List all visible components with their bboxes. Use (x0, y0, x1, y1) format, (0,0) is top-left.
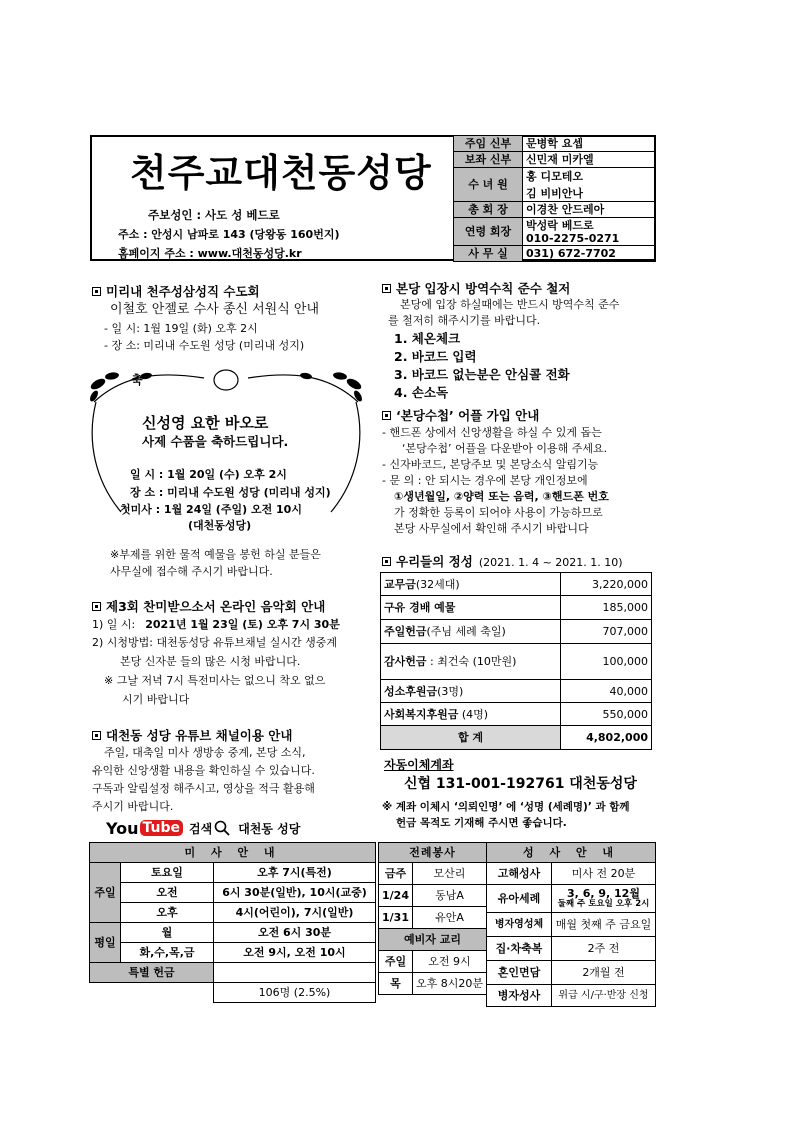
sacrament-label: 집·차축복 (487, 937, 552, 961)
offering-row: 사회복지후원금 (4명) (381, 703, 561, 726)
mass-day: 화,수,목,금 (121, 943, 214, 963)
congrats-badge: 축 (131, 373, 143, 387)
search-icon (214, 820, 230, 836)
ordinand-name: 신성영 요한 바오로 (142, 414, 269, 432)
offering-amount: 100,000 (561, 644, 652, 680)
vows-subtitle: 이철호 안젤로 수사 종신 서원식 안내 (110, 302, 320, 317)
clergy-label: 주임 신부 (454, 136, 523, 152)
offering-amount: 550,000 (561, 703, 652, 726)
offering-amount: 40,000 (561, 680, 652, 703)
youtube-search[interactable] (106, 818, 300, 838)
offering-row: 주일헌금(주님 세례 축일) (381, 620, 561, 644)
sacrament-value: 3, 6, 9, 12월 (567, 886, 640, 900)
search-label: 검색 (189, 821, 213, 836)
youtube-line: 유익한 신앙생활 내용을 확인하실 수 있습니다. (92, 764, 315, 777)
sacrament-label: 병자영성체 (487, 913, 552, 937)
parish-title: 천주교대천동성당 (130, 150, 432, 195)
mass-schedule-table (89, 842, 376, 1003)
app-line: - 문 의 : 안 되시는 경우에 본당 개인정보에 (382, 474, 588, 487)
transfer-label: 자동이체계좌 (384, 758, 454, 772)
catechumen-time: 오후 8시20분 (412, 973, 486, 995)
youtube-line: 주시기 바랍니다. (92, 800, 174, 813)
youtube-logo-tube: Tube (140, 820, 184, 836)
quarantine-intro: 를 철저히 해주시기를 바랍니다. (388, 314, 541, 327)
sacrament-value: 2주 전 (552, 937, 656, 961)
offering-amount: 3,220,000 (561, 573, 652, 596)
clergy-label: 연령 회장 (454, 218, 523, 246)
liturgy-servers-table (378, 842, 487, 995)
offering-amount: 707,000 (561, 620, 652, 644)
square-bullet-icon (92, 731, 101, 740)
clergy-value: 박성락 베드로 (526, 218, 594, 232)
clergy-value: 031) 672-7702 (523, 246, 656, 262)
servers-header: 전례봉사 (379, 843, 487, 863)
clergy-table (453, 135, 656, 262)
clergy-label: 보좌 신부 (454, 152, 523, 168)
mass-time: 오전 9시, 오전 10시 (214, 943, 376, 963)
mass-day: 토요일 (121, 863, 214, 883)
offering-table (380, 572, 652, 750)
homepage[interactable]: 홈페이지 주소 : www.대천동성당.kr (118, 247, 302, 260)
clergy-label: 총 회 장 (454, 202, 523, 218)
clergy-value: 이경찬 안드레아 (523, 202, 656, 218)
vows-place: - 장 소: 미리내 수도원 성당 (미리내 성지) (104, 339, 305, 352)
square-bullet-icon (92, 602, 101, 611)
ordination-note: ※부제를 위한 물적 예물을 봉헌 하실 분들은 (110, 548, 321, 561)
quarantine-item: 3. 바코드 없는분은 안심콜 전화 (394, 367, 570, 382)
app-section-title: ‘본당수첩’ 어플 가입 안내 (382, 408, 539, 424)
catechumen-day: 목 (379, 973, 413, 995)
server-date: 금주 (379, 863, 413, 885)
offering-total-label: 합 계 (381, 726, 561, 750)
ordination-note: 사무실에 접수해 주시기 바랍니다. (110, 565, 273, 578)
offering-amount: 185,000 (561, 596, 652, 620)
patron-saint: 주보성인 : 사도 성 베드로 (148, 208, 280, 222)
youtube-logo: You (106, 818, 139, 838)
concert-section-title: 제3회 찬미받으소서 온라인 음악회 안내 (92, 599, 325, 615)
clergy-value: 010-2275-0271 (526, 231, 620, 245)
server-group: 유안A (412, 907, 486, 929)
mass-day: 오전 (121, 883, 214, 903)
clergy-label: 수 녀 원 (454, 168, 523, 202)
clergy-value: 김 비비안나 (526, 186, 583, 200)
sacrament-value: 미사 전 20분 (552, 863, 656, 885)
attendance: 106명 (2.5%) (214, 983, 376, 1003)
sacrament-label: 병자성사 (487, 985, 552, 1007)
special-offering-label: 특별 헌금 (90, 963, 214, 983)
concert-note: 본당 신자분 들의 많은 시청 바랍니다. (120, 655, 301, 668)
youtube-line: 주일, 대축일 미사 생방송 중계, 본당 소식, (104, 746, 306, 759)
catechumen-header: 예비자 교리 (379, 929, 487, 951)
transfer-note: 헌금 목적도 기재해 주시면 좋습니다. (396, 817, 567, 829)
clergy-value: 문병학 요셉 (523, 136, 656, 152)
concert-viewing: 2) 시청방법: 대천동성당 유튜브채널 실시간 생중계 (92, 636, 337, 649)
server-date: 1/24 (379, 885, 413, 907)
app-line: ‘본당수첩’ 어플을 다운받아 이용해 주세요. (402, 442, 608, 455)
quarantine-item: 4. 손소독 (394, 385, 449, 400)
sacrament-label: 고해성사 (487, 863, 552, 885)
mass-time: 오전 6시 30분 (214, 923, 376, 943)
clergy-value: 신민재 미카엘 (523, 152, 656, 168)
ordination-place: 장 소 : 미리내 수도원 성당 (미리내 성지) (130, 486, 331, 499)
sacrament-label: 혼인면담 (487, 961, 552, 985)
mass-day: 오후 (121, 903, 214, 923)
first-mass-place: (대천동성당) (188, 519, 252, 532)
vows-date: - 일 시: 1월 19일 (화) 오후 2시 (104, 322, 258, 335)
ordination-date: 일 시 : 1월 20일 (수) 오후 2시 (130, 468, 287, 481)
transfer-note: ※ 계좌 이체시 ‘의뢰인명’ 에 ‘성명 (세례명)’ 과 함께 (382, 801, 630, 813)
offering-row: 감사헌금 : 최건숙 (10만원) (381, 644, 561, 680)
catechumen-day: 주일 (379, 951, 413, 973)
quarantine-item: 2. 바코드 입력 (394, 349, 477, 364)
mass-day: 월 (121, 923, 214, 943)
offering-total-amount: 4,802,000 (561, 726, 652, 750)
offering-row: 성소후원금(3명) (381, 680, 561, 703)
sacrament-value: 위급 시/구·반장 신청 (552, 985, 656, 1007)
youtube-section-title: 대천동 성당 유튜브 채널이용 안내 (92, 728, 292, 744)
clergy-label: 사 무 실 (454, 246, 523, 262)
sacraments-header: 성 사 안 내 (487, 843, 656, 863)
mass-time: 오후 7시(특전) (214, 863, 376, 883)
mass-time: 4시(어린이), 7시(일반) (214, 903, 376, 923)
quarantine-intro: 본당에 입장 하실때에는 반드시 방역수칙 준수 (400, 298, 620, 311)
server-group: 모산리 (412, 863, 486, 885)
first-mass: 첫미사 : 1월 24일 (주일) 오전 10시 (120, 503, 302, 516)
search-query: 대천동 성당 (238, 821, 301, 836)
sunday-label: 주일 (90, 863, 121, 923)
catechumen-time: 오전 9시 (412, 951, 486, 973)
offering-period: (2021. 1. 4 ~ 2021. 1. 10) (478, 556, 623, 569)
app-line: ①생년월일, ②양력 또는 음력, ③핸드폰 번호 (394, 490, 609, 503)
concert-date: 1) 일 시: 2021년 1월 23일 (토) 오후 7시 30분 (92, 618, 340, 631)
clergy-value: 홍 디모테오 (526, 169, 583, 183)
square-bullet-icon (92, 287, 101, 296)
ordination-congrats: 사제 수품을 축하드립니다. (142, 434, 289, 449)
offering-row: 교무금(32세대) (381, 573, 561, 596)
youtube-line: 구독과 알림설정 해주시고, 영상을 적극 활용해 (92, 782, 315, 795)
server-date: 1/31 (379, 907, 413, 929)
concert-note: ※ 그날 저녁 7시 특전미사는 없으니 착오 없으 (104, 674, 326, 687)
app-line: - 핸드폰 상에서 신앙생활을 하실 수 있게 돕는 (382, 426, 602, 439)
address: 주소 : 안성시 남파로 143 (당왕동 160번지) (118, 228, 340, 241)
sacrament-value: 매월 첫째 주 금요일 (552, 913, 656, 937)
vows-section-title: 미리내 천주성삼성직 수도회 (92, 284, 260, 300)
server-group: 동남A (412, 885, 486, 907)
sacraments-table (486, 842, 656, 1007)
special-offering-value (214, 963, 376, 983)
sacrament-value: 2개월 전 (552, 961, 656, 985)
square-bullet-icon (382, 284, 391, 293)
offering-section-title: 우리들의 정성 (2021. 1. 4 ~ 2021. 1. 10) (382, 554, 623, 571)
app-line: 가 정확한 등록이 되어야 사용이 가능하므로 (394, 506, 603, 519)
quarantine-item: 1. 체온체크 (394, 331, 461, 346)
bank-account: 신협 131-001-192761 대천동성당 (404, 776, 637, 792)
weekday-label: 평일 (90, 923, 121, 963)
mass-header: 미 사 안 내 (90, 843, 376, 863)
square-bullet-icon (382, 557, 391, 566)
square-bullet-icon (382, 411, 391, 420)
quarantine-section-title: 본당 입장시 방역수칙 준수 철저 (382, 281, 570, 297)
concert-note: 시기 바랍니다 (122, 693, 190, 706)
sacrament-label: 유아세례 (487, 885, 552, 913)
app-line: 본당 사무실에서 확인해 주시기 바랍니다 (394, 522, 589, 535)
offering-row: 구유 경배 예물 (381, 596, 561, 620)
app-line: - 신자바코드, 본당주보 및 본당소식 알림기능 (382, 458, 599, 471)
sacrament-value: 둘째 주 토요일 오후 2시 (557, 898, 650, 909)
mass-time: 6시 30분(일반), 10시(교중) (214, 883, 376, 903)
